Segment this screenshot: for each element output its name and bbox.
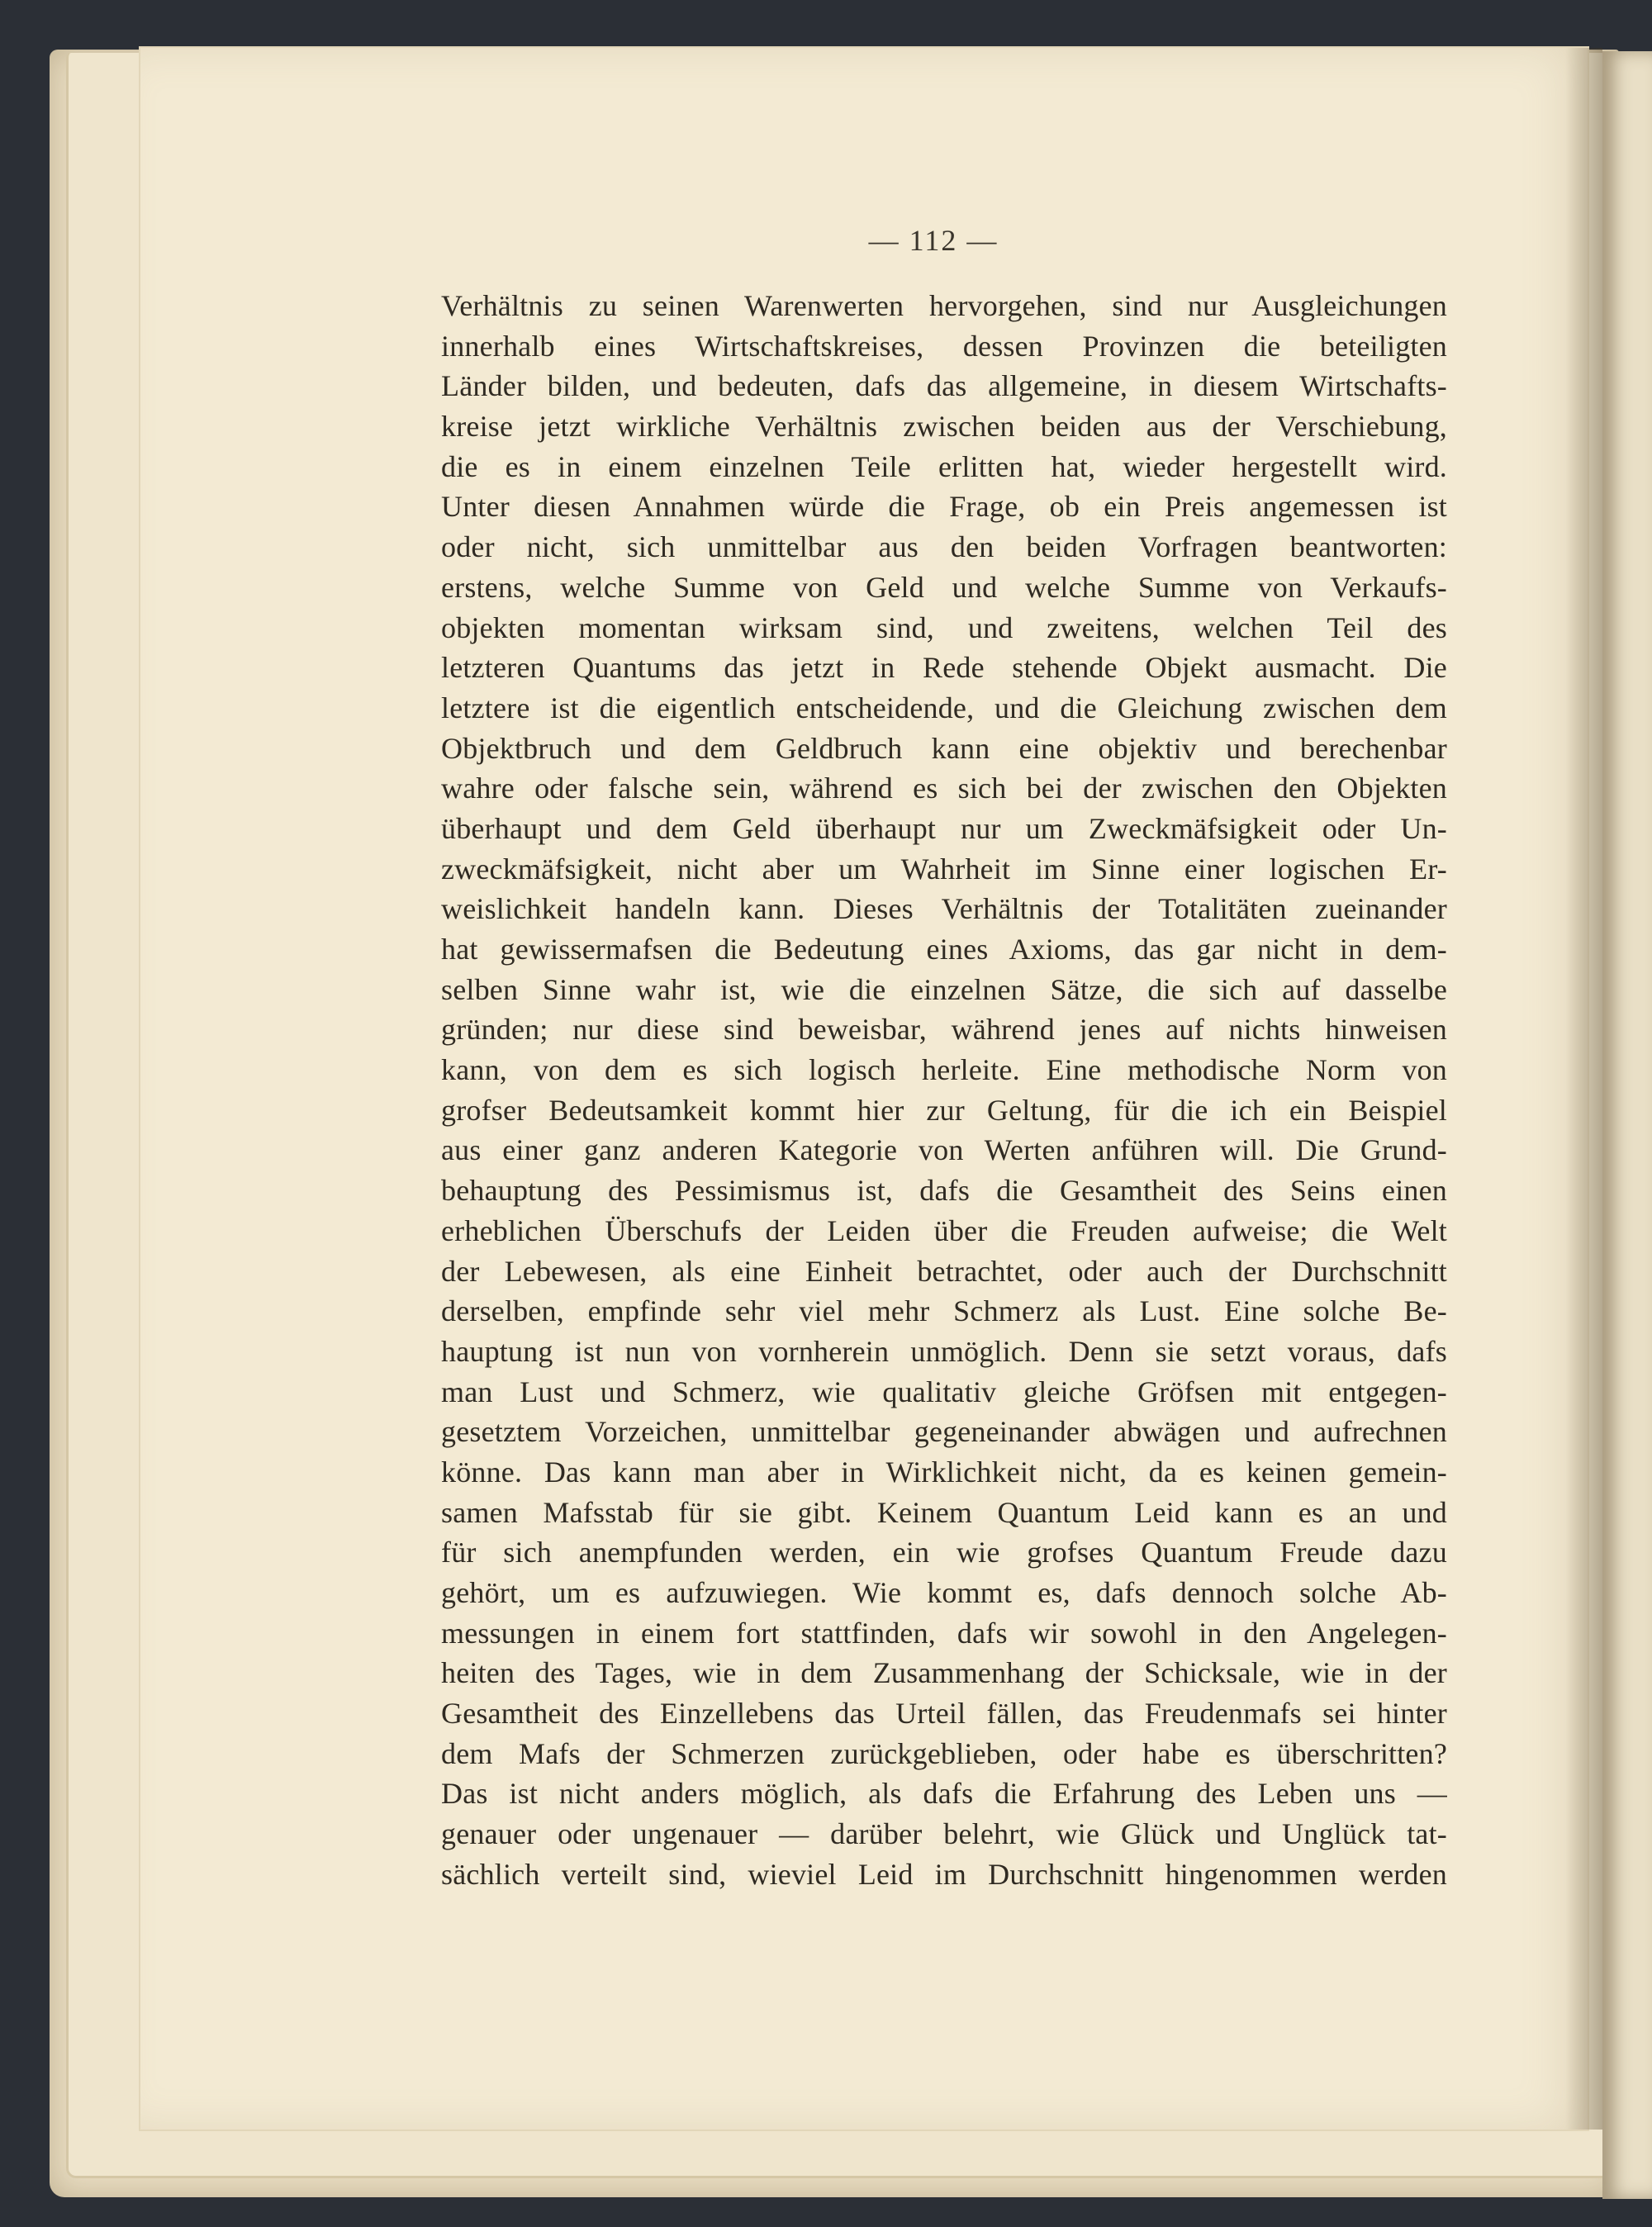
text-line: gründen; nur diese sind beweisbar, während jenes auf nichts hinweisen <box>441 1013 1447 1047</box>
text-line: man Lust und Schmerz, wie qualitativ gleiche Gröfsen mit entgegen- <box>441 1375 1447 1408</box>
text-line: überhaupt und dem Geld überhaupt nur um Zweckmäfsigkeit oder Un- <box>441 811 1447 845</box>
text-line: sächlich verteilt sind, wieviel Leid im Durchschnitt hingenommen werden <box>441 1857 1447 1891</box>
text-line: Gesamtheit des Einzellebens das Urteil fällen, das Freudenmafs sei hinter <box>441 1697 1447 1731</box>
text-line: Länder bilden, und bedeuten, dafs das allgemeine, in diesem Wirtschafts- <box>441 369 1447 403</box>
text-line: objekten momentan wirksam sind, und zweitens, welchen Teil des <box>441 610 1447 644</box>
text-line: gesetztem Vorzeichen, unmittelbar gegeneinander abwägen und aufrechnen <box>441 1415 1447 1449</box>
text-line: Das ist nicht anders möglich, als dafs die Erfahrung des Leben uns — <box>441 1777 1447 1811</box>
facing-page-edge <box>1602 51 1652 2199</box>
text-line: kreise jetzt wirkliche Verhältnis zwischen beiden aus der Verschiebung, <box>441 410 1447 444</box>
text-line: letzteren Quantums das jetzt in Rede stehende Objekt ausmacht. Die <box>441 651 1447 685</box>
text-line: könne. Das kann man aber in Wirklichkeit nicht, da es keinen gemein- <box>441 1455 1447 1489</box>
text-line: hauptung ist nun von vornherein unmöglich. Denn sie setzt voraus, dafs <box>441 1334 1447 1368</box>
text-line: behauptung des Pessimismus ist, dafs die Gesamtheit des Seins einen <box>441 1174 1447 1208</box>
text-line: samen Mafsstab für sie gibt. Keinem Quantum Leid kann es an und <box>441 1495 1447 1529</box>
text-line: wahre oder falsche sein, während es sich bei der zwischen den Objekten <box>441 772 1447 805</box>
text-line: Verhältnis zu seinen Warenwerten hervorgehen, sind nur Ausgleichungen <box>441 289 1447 322</box>
text-line: erstens, welche Summe von Geld und welche Summe von Verkaufs- <box>441 570 1447 604</box>
text-line: genauer oder ungenauer — darüber belehrt, wie Glück und Unglück tat- <box>441 1817 1447 1851</box>
text-line: erheblichen Überschufs der Leiden über die Freuden aufweise; die Welt <box>441 1213 1447 1247</box>
text-line: dem Mafs der Schmerzen zurückgeblieben, oder habe es überschritten? <box>441 1736 1447 1770</box>
text-line: Objektbruch und dem Geldbruch kann eine objektiv und berechenbar <box>441 731 1447 765</box>
text-line: für sich anempfunden werden, ein wie grofses Quantum Freude dazu <box>441 1536 1447 1569</box>
text-line: heiten des Tages, wie in dem Zusammenhang der Schicksale, wie in der <box>441 1656 1447 1690</box>
text-line: letztere ist die eigentlich entscheidende, und die Gleichung zwischen dem <box>441 691 1447 724</box>
text-line: derselben, empfinde sehr viel mehr Schmerz als Lust. Eine solche Be- <box>441 1294 1447 1328</box>
text-line: aus einer ganz anderen Kategorie von Werten anführen will. Die Grund- <box>441 1133 1447 1167</box>
page-number: — 112 — <box>868 224 999 257</box>
text-line: selben Sinne wahr ist, wie die einzelnen Sätze, die sich auf dasselbe <box>441 972 1447 1006</box>
text-line: grofser Bedeutsamkeit kommt hier zur Geltung, für die ich ein Beispiel <box>441 1093 1447 1127</box>
text-line: zweckmäfsigkeit, nicht aber um Wahrheit im Sinne einer logischen Er- <box>441 852 1447 886</box>
text-line: Unter diesen Annahmen würde die Frage, ob ein Preis angemessen ist <box>441 490 1447 524</box>
text-line: hat gewissermafsen die Bedeutung eines Axioms, das gar nicht in dem- <box>441 933 1447 966</box>
text-line: die es in einem einzelnen Teile erlitten hat, wieder hergestellt wird. <box>441 449 1447 483</box>
body-text <box>441 286 1447 1895</box>
text-line: oder nicht, sich unmittelbar aus den beiden Vorfragen beantworten: <box>441 530 1447 564</box>
text-line: messungen in einem fort stattfinden, dafs wir sowohl in den Angelegen- <box>441 1616 1447 1650</box>
text-line: innerhalb eines Wirtschaftskreises, dessen Provinzen die beteiligten <box>441 329 1447 363</box>
text-line: weislichkeit handeln kann. Dieses Verhältnis der Totalitäten zueinander <box>441 892 1447 926</box>
gutter-shadow <box>1565 48 1602 2130</box>
text-line: kann, von dem es sich logisch herleite. Eine methodische Norm von <box>441 1053 1447 1087</box>
text-line: gehört, um es aufzuwiegen. Wie kommt es, dafs dennoch solche Ab- <box>441 1576 1447 1609</box>
text-line: der Lebewesen, als eine Einheit betrachtet, oder auch der Durchschnitt <box>441 1254 1447 1288</box>
